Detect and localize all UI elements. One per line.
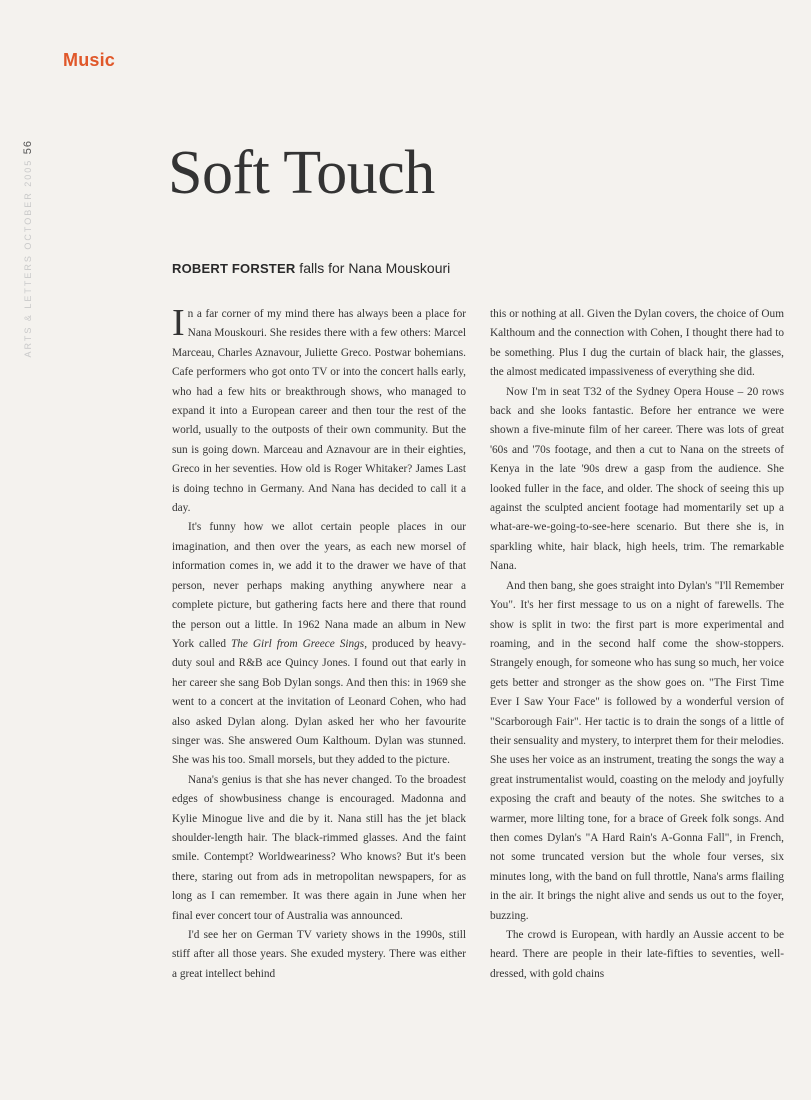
publication-info: ARTS & LETTERS OCTOBER 2005	[23, 158, 33, 358]
byline-author: ROBERT FORSTER	[172, 261, 296, 276]
paragraph-2: It's funny how we allot certain people places in our imagination, and then over the years, as each new morsel of information comes in, we add it to the drawer we have of that person, never perhaps making anything anywhere near a complete picture, but gathering facts here and there that round the person out a little. In 1962 Nana made an album in New York called The Girl from Greece Sings, produced by heavy-duty soul and R&B ace Quincy Jones. I found out that early in her career she sang Bob Dylan songs. And then this: in 1969 she went to a concert at the invitation of Leonard Cohen, who had also asked Dylan along. Dylan asked her who her favourite singer was. She answered Oum Kalthoum. Dylan was stunned. She was his too. Small morsels, but they added to the picture.	[172, 521, 466, 767]
article-headline: Soft Touch	[168, 139, 435, 207]
page-side-meta	[22, 140, 34, 357]
byline-text: falls for Nana Mouskouri	[295, 260, 451, 276]
paragraph-6: And then bang, she goes straight into Dylan's "I'll Remember You". It's her first message to us on a night of farewells. The show is split in two: the first part is more experimental and roaming, and in the second half come the show-stoppers. Strangely enough, for someone who has sung so much, her voice gets better and stronger as the show goes on. "The First Time Ever I Saw Your Face" is followed by a wonderful version of "Scarborough Fair". Her tactic is to drain the songs of a little of their sensuality and mystery, to interpret them for their melodies. She uses her voice as an instrument, treating the songs the way a great instrumentalist would, coasting on the melody and joyfully exposing the craft and beauty of the notes. She switches to a warmer, more lilting tone, for a brace of Greek folk songs. And then comes Dylan's "A Hard Rain's A-Gonna Fall", in French, not some truncated version but the whole four verses, six minutes long, with the band on full throttle, Nana's arms flailing in the air. It brings the night alive and sends us out to the foyer, buzzing.	[490, 579, 784, 922]
paragraph-5: Now I'm in seat T32 of the Sydney Opera House – 20 rows back and she looks fantastic. Before her entrance we were shown a five-minute film of her career. There was lots of great '60s and '70s footage, and then a cut to Nana on the streets of Kenya in the late '90s drew a gasp from the audience. She looked fuller in the face, and older. The shock of seeing this up against the sculpted ancient footage had momentarily set up a what-are-we-going-to-see-here scenario. But there she is, in sparkling white, hair black, high heels, trim. The remarkable Nana.	[490, 385, 784, 573]
album-title: The Girl from Greece Sings	[230, 637, 365, 650]
article-column-right	[490, 305, 784, 984]
section-label: Music	[63, 50, 116, 70]
drop-cap: I	[172, 302, 185, 344]
byline	[172, 260, 450, 276]
paragraph-4-continued: this or nothing at all. Given the Dylan covers, the choice of Oum Kalthoum and the connection with Cohen, I thought there had to be something. Plus I dug the curtain of black hair, the glasses, the almost medicated impassiveness of everything she did.	[490, 308, 784, 379]
page-number: 56	[22, 140, 34, 155]
paragraph-3: Nana's genius is that she has never changed. To the broadest edges of showbusiness change is encouraged. Madonna and Kylie Minogue live and die by it. Nana still has the jet black shoulder-length hair. The black-rimmed glasses. And the faint smile. Contempt? Worldweariness? Who knows? But it's been there, staring out from ads in metropolitan newspapers, for as long as I can remember. It was there again in June when her final ever concert tour of Australia was announced.	[172, 773, 466, 922]
paragraph-1: In a far corner of my mind there has always been a place for Nana Mouskouri. She resides there with a few others: Marcel Marceau, Charles Aznavour, Juliette Greco. Postwar bohemians. Cafe performers who got onto TV or into the concert halls early, who had a few hits or breakthrough shows, who managed to expand it into a European career and then tour the rest of the world, usually to the outposts of their own community. But the sun is going down. Marceau and Aznavour are in their eighties, Greco in her seventies. How old is Roger Whitaker? James Last is doing techno in Germany. And Nana has decided to call it a day.	[172, 302, 466, 515]
paragraph-4: I'd see her on German TV variety shows in the 1990s, still stiff after all those years. She exuded mystery. There was either a great intellect behind	[172, 929, 466, 980]
paragraph-7: The crowd is European, with hardly an Aussie accent to be heard. There are people in their late-fifties to seventies, well-dressed, with gold chains	[490, 929, 784, 980]
article-column-left	[172, 302, 466, 984]
